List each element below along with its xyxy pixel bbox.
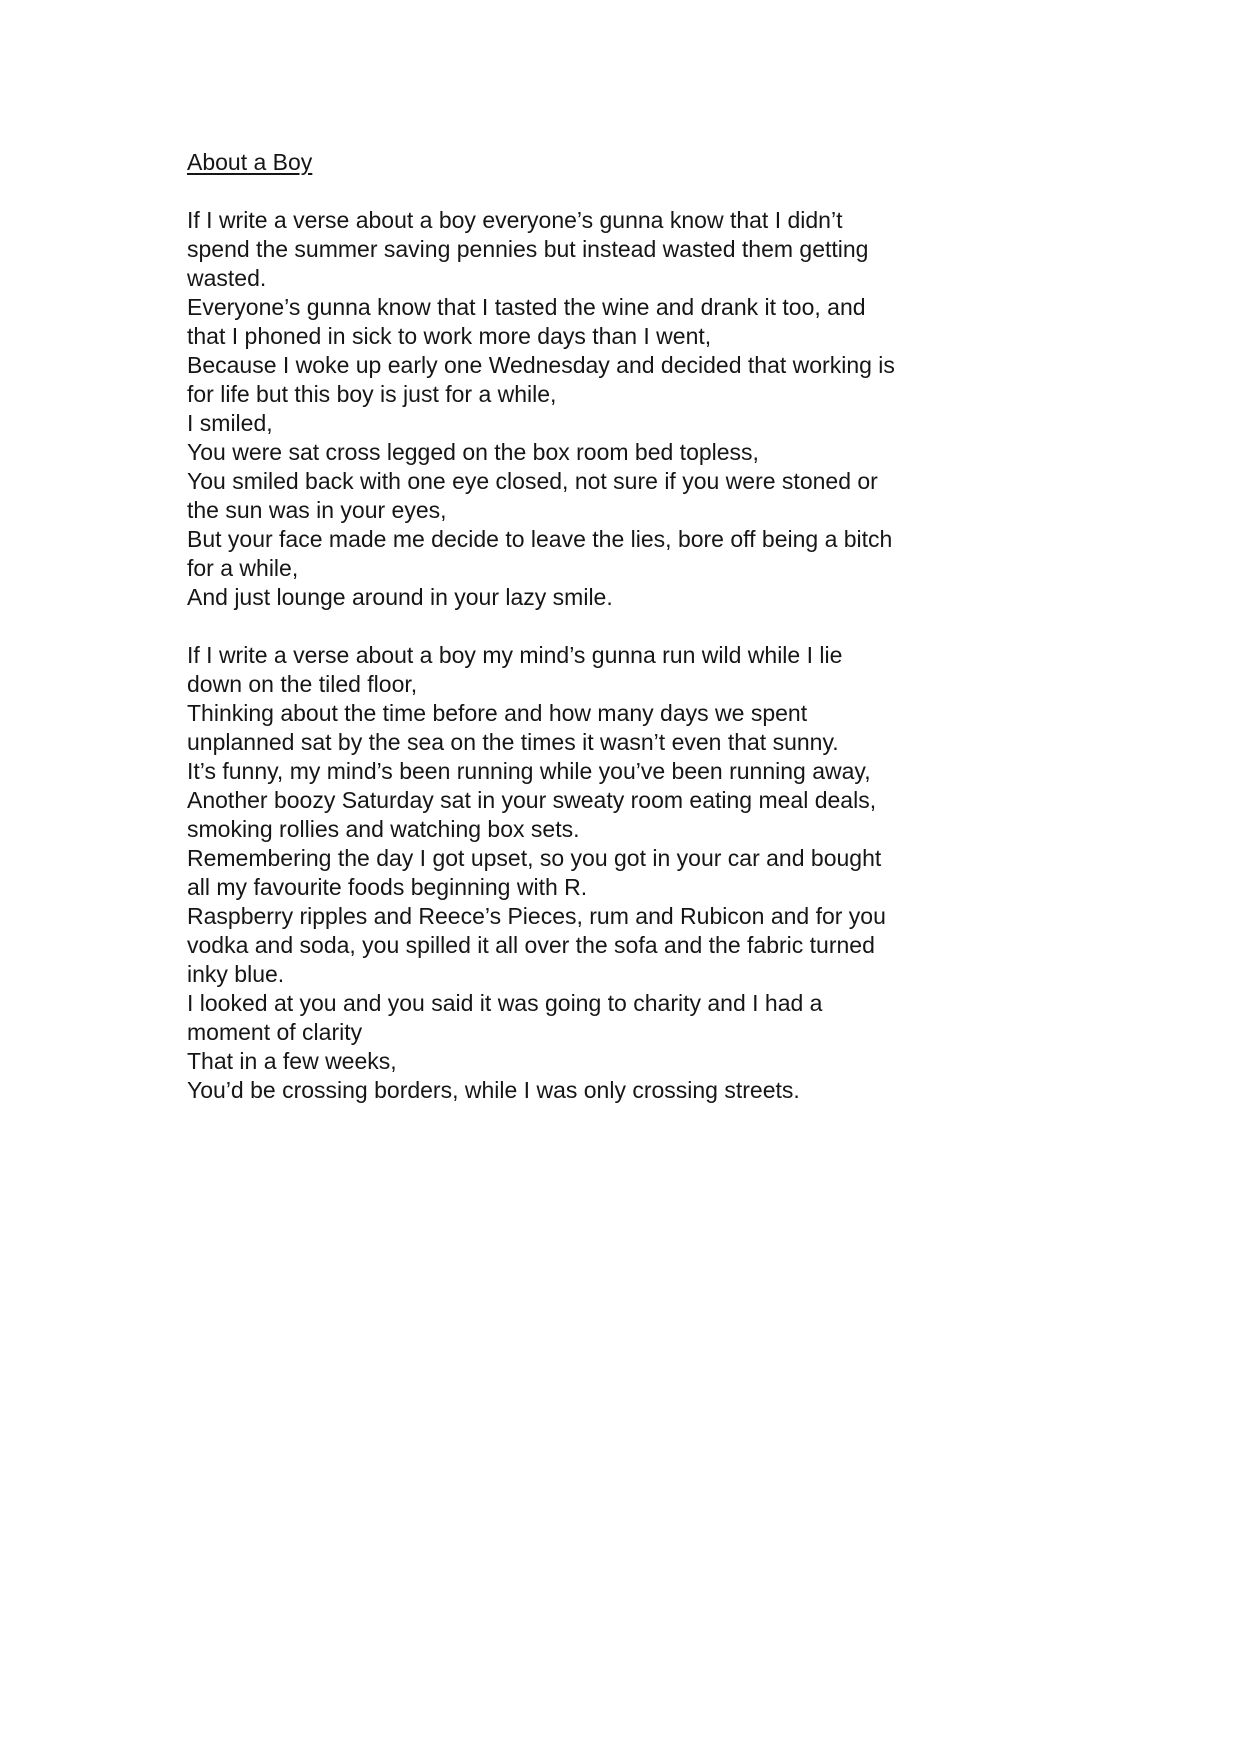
blank-line: [187, 177, 1107, 206]
poem-line: You were sat cross legged on the box room bed topless,: [187, 439, 759, 465]
poem-line: that I phoned in sick to work more days than I went,: [187, 323, 712, 349]
poem-line: It’s funny, my mind’s been running while you’ve been running away,: [187, 758, 871, 784]
poem-line: Raspberry ripples and Reece’s Pieces, rum and Rubicon and for you: [187, 903, 886, 929]
document-title: About a Boy: [187, 149, 313, 175]
document-content: [187, 148, 1107, 1105]
poem-line: unplanned sat by the sea on the times it wasn’t even that sunny.: [187, 729, 839, 755]
poem-line: Another boozy Saturday sat in your sweaty room eating meal deals,: [187, 787, 877, 813]
poem-line: I smiled,: [187, 410, 273, 436]
poem-line: inky blue.: [187, 961, 285, 987]
poem-line: moment of clarity: [187, 1019, 363, 1045]
poem-line: vodka and soda, you spilled it all over the sofa and the fabric turned: [187, 932, 875, 958]
poem-line: the sun was in your eyes,: [187, 497, 447, 523]
poem-line: And just lounge around in your lazy smile.: [187, 584, 613, 610]
poem-line: down on the tiled floor,: [187, 671, 418, 697]
poem-line: Remembering the day I got upset, so you got in your car and bought: [187, 845, 882, 871]
poem-line: Everyone’s gunna know that I tasted the wine and drank it too, and: [187, 294, 866, 320]
poem-line: smoking rollies and watching box sets.: [187, 816, 580, 842]
poem-line: That in a few weeks,: [187, 1048, 397, 1074]
poem-line: all my favourite foods beginning with R.: [187, 874, 588, 900]
blank-line: [187, 612, 1107, 641]
stanza-1: [187, 206, 1107, 612]
poem-line: for a while,: [187, 555, 299, 581]
poem-line: Thinking about the time before and how many days we spent: [187, 700, 808, 726]
poem-line: wasted.: [187, 265, 267, 291]
poem-line: But your face made me decide to leave the lies, bore off being a bitch: [187, 526, 893, 552]
poem-line: I looked at you and you said it was going to charity and I had a: [187, 990, 823, 1016]
poem-line: If I write a verse about a boy my mind’s gunna run wild while I lie: [187, 642, 843, 668]
stanza-2: [187, 641, 1107, 1105]
poem-line: spend the summer saving pennies but instead wasted them getting: [187, 236, 869, 262]
poem-line: If I write a verse about a boy everyone’s gunna know that I didn’t: [187, 207, 843, 233]
poem-line: You’d be crossing borders, while I was only crossing streets.: [187, 1077, 800, 1103]
poem-line: for life but this boy is just for a while,: [187, 381, 557, 407]
poem-line: You smiled back with one eye closed, not sure if you were stoned or: [187, 468, 878, 494]
poem-line: Because I woke up early one Wednesday and decided that working is: [187, 352, 895, 378]
